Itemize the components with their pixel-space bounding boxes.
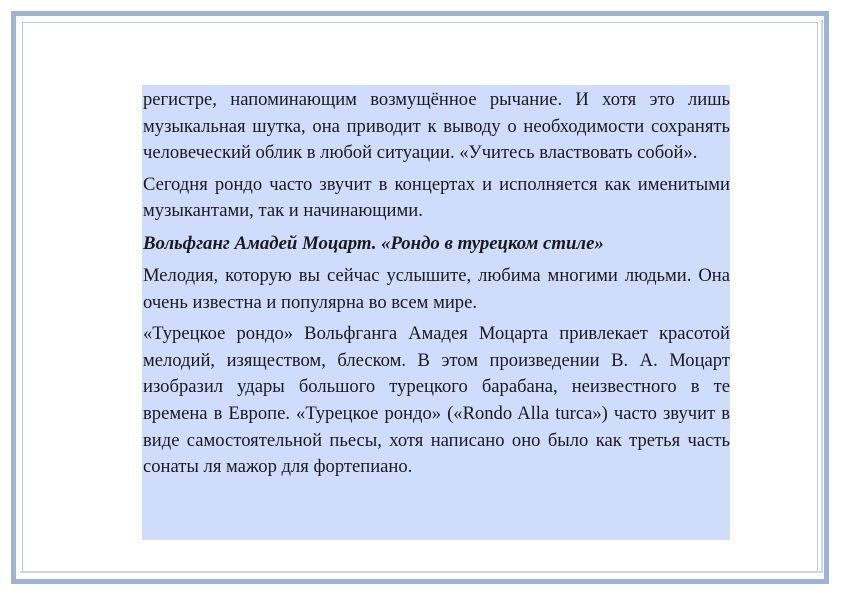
paragraph-1: регистре, напоминающим возмущённое рычание. И хотя это лишь музыкальная шутка, она приводит к выводу о необходимости сохранять человеческий облик в любой ситуации. «Учитесь властвовать собой». <box>143 89 730 164</box>
paragraph-2: Сегодня рондо часто звучит в концертах и исполняется как именитыми музыкантами, так и начинающими. <box>143 173 730 222</box>
section-heading: Вольфганг Амадей Моцарт. «Рондо в турецком стиле» <box>143 232 604 254</box>
paragraph-3: Мелодия, которую вы сейчас услышите, любима многими людьми. Она очень известна и популярна во всем мире. <box>143 264 730 313</box>
text-block <box>142 85 730 540</box>
paragraph-4: «Турецкое рондо» Вольфганга Амадея Моцарта привлекает красотой мелодий, изяществом, блеском. В этом произведении В. А. Моцарт изобразил удары большого турецкого барабана, неизвестного в те времена в Европе. «Турецкое рондо» («Rondo Alla turca») часто звучит в виде самостоятельной пьесы, хотя написано оно было как третья часть сонаты ля мажор для фортепиано. <box>143 323 730 478</box>
